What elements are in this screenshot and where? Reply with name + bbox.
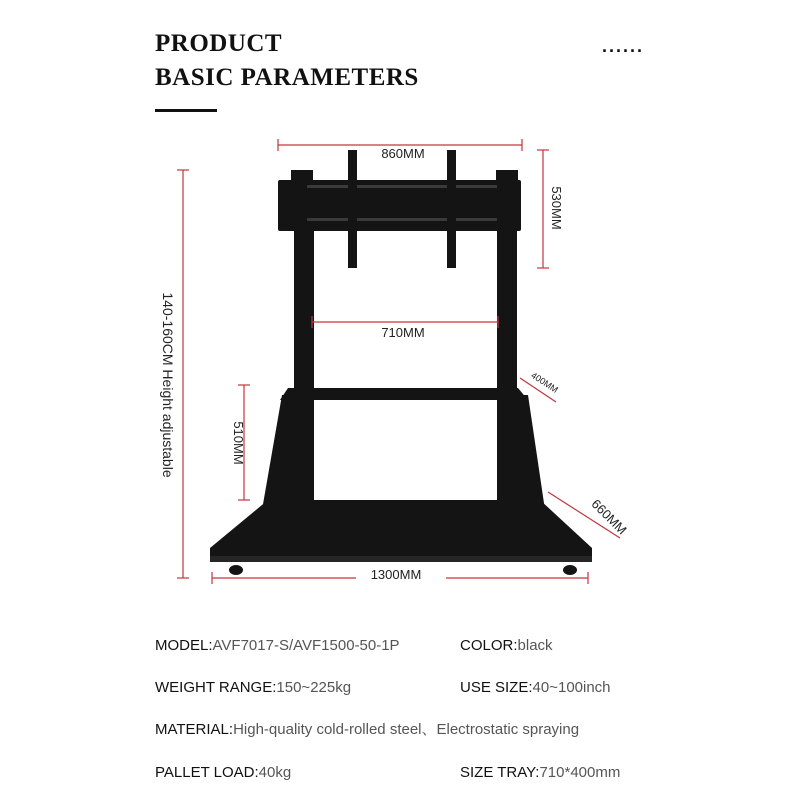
label-mount-width: 860MM	[381, 146, 425, 161]
hanger-right	[447, 150, 456, 268]
spec-use-size-label: USE SIZE:	[460, 679, 533, 696]
label-lower-height: 510MM	[231, 421, 246, 465]
spec-weight-label: WEIGHT RANGE:	[155, 679, 277, 696]
tv-stand-illustration	[210, 150, 592, 575]
spec-material-label: MATERIAL:	[155, 721, 234, 738]
spec-color-value: black	[517, 637, 553, 654]
label-tray-depth: 400MM	[529, 370, 560, 395]
spec-material-value: High-quality cold-rolled steel、Electrostatic spraying	[233, 721, 580, 738]
title-line-1: PRODUCT	[155, 30, 283, 57]
spec-weight-value: 150~225kg	[276, 679, 352, 696]
tray	[280, 388, 528, 400]
spec-use-size	[460, 680, 611, 695]
spec-color-label: COLOR:	[460, 637, 518, 654]
base	[210, 500, 592, 556]
wheel-right	[563, 565, 577, 575]
label-base-depth: 660MM	[588, 496, 630, 538]
label-total-height: 140-160CM Height adjustable	[160, 292, 176, 478]
spec-tray-value: 710*400mm	[539, 764, 621, 781]
spec-model-value: AVF7017-S/AVF1500-50-1P	[212, 637, 400, 654]
spec-model	[155, 638, 400, 653]
decorative-dots: ......	[602, 36, 645, 56]
wheel-left	[229, 565, 243, 575]
spec-weight	[155, 680, 351, 695]
label-column-spacing: 710MM	[381, 325, 425, 340]
spec-pallet	[155, 765, 291, 780]
spec-material	[155, 722, 579, 737]
spec-use-size-value: 40~100inch	[532, 679, 611, 696]
spec-model-label: MODEL:	[155, 637, 213, 654]
spec-color	[460, 638, 553, 653]
label-mount-height: 530MM	[549, 186, 564, 230]
spec-tray-label: SIZE TRAY:	[460, 764, 540, 781]
title-line-2: BASIC PARAMETERS	[155, 64, 419, 91]
hanger-left	[348, 150, 357, 268]
spec-pallet-value: 40kg	[258, 764, 292, 781]
label-base-width: 1300MM	[370, 567, 422, 582]
spec-tray	[460, 765, 620, 780]
spec-pallet-label: PALLET LOAD:	[155, 764, 259, 781]
